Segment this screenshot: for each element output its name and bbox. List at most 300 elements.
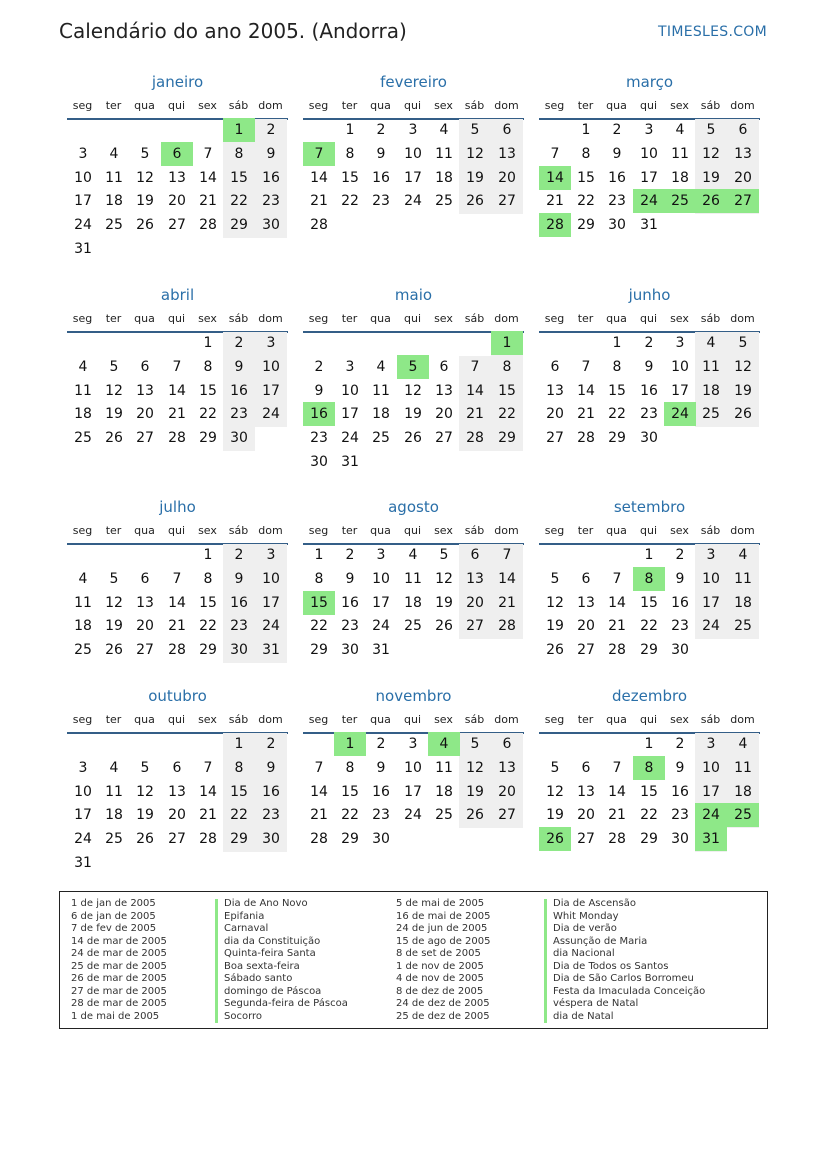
weekday-label: sex [198, 99, 217, 112]
day-cell: 18 [105, 193, 123, 210]
holiday-day-cell: 1 [223, 118, 255, 142]
weekday-label: qui [403, 99, 421, 112]
day-cell: 24 [702, 618, 720, 635]
day-cell: 23 [230, 618, 248, 635]
day-cell: 23 [608, 193, 626, 210]
weekday-label: qua [134, 312, 155, 325]
day-cell: 16 [372, 169, 390, 186]
day-cell: 18 [671, 169, 689, 186]
day-cell: 23 [230, 406, 248, 423]
day-cell: 28 [199, 831, 217, 848]
day-cell: 20 [136, 406, 154, 423]
day-cell: 17 [640, 169, 658, 186]
day-cell: 11 [671, 145, 689, 162]
day-cell: 20 [168, 193, 186, 210]
weekday-label: seg [72, 312, 93, 325]
weekday-label: ter [105, 524, 122, 537]
day-cell: 1 [612, 335, 622, 351]
day-cell: 22 [498, 406, 516, 423]
day-cell: 20 [168, 807, 186, 824]
day-cell: 14 [310, 169, 328, 186]
day-cell: 13 [168, 783, 186, 800]
day-cell: 28 [310, 217, 328, 234]
day-cell: 6 [140, 358, 150, 375]
weekday-label: qui [167, 713, 185, 726]
day-cell: 7 [581, 358, 591, 375]
holiday-day-cell: 1 [491, 331, 523, 355]
weekday-label: sáb [700, 99, 721, 112]
day-cell: 10 [372, 570, 390, 587]
weekday-label: seg [308, 99, 329, 112]
day-cell: 1 [234, 736, 244, 752]
day-cell: 23 [372, 193, 390, 210]
day-cell: 21 [168, 618, 186, 635]
day-cell: 27 [136, 430, 154, 447]
weekday-label: qua [370, 713, 391, 726]
day-cell: 7 [203, 145, 213, 162]
weekday-label: ter [577, 99, 594, 112]
month-name: dezembro [612, 687, 687, 705]
weekday-label: sáb [464, 713, 485, 726]
day-cell: 25 [734, 618, 752, 635]
day-cell: 4 [738, 547, 748, 563]
day-cell: 15 [341, 783, 359, 800]
day-cell: 10 [702, 570, 720, 587]
day-cell: 11 [105, 783, 123, 800]
weekday-label: sex [434, 312, 453, 325]
day-cell: 17 [262, 594, 280, 611]
weekday-label: sáb [228, 99, 249, 112]
day-cell: 9 [234, 358, 244, 375]
day-cell: 26 [105, 642, 123, 659]
day-cell: 15 [608, 382, 626, 399]
day-cell: 4 [78, 358, 88, 375]
weekday-label: qui [167, 524, 185, 537]
day-cell: 20 [498, 169, 516, 186]
weekday-label: qua [606, 524, 627, 537]
weekday-header [67, 521, 288, 545]
holiday-day-cell: 14 [539, 166, 571, 190]
day-cell: 28 [168, 642, 186, 659]
legend-holiday-name: Quinta-feira Santa [224, 948, 316, 959]
holiday-day-cell: 8 [633, 567, 665, 591]
day-cell: 29 [199, 642, 217, 659]
day-cell: 4 [738, 736, 748, 752]
weekday-label: dom [258, 99, 283, 112]
day-cell: 7 [612, 759, 622, 776]
legend-holiday-name: Boa sexta-feira [224, 960, 300, 972]
day-cell: 26 [466, 193, 484, 210]
day-cell: 9 [612, 145, 622, 162]
day-cell: 1 [644, 547, 654, 563]
month-name: março [625, 73, 674, 91]
day-cell: 22 [230, 193, 248, 210]
legend-divider [215, 899, 218, 1023]
day-cell: 9 [644, 358, 654, 375]
legend-holiday-name: véspera de Natal [553, 998, 639, 1009]
weekday-label: dom [258, 524, 283, 537]
weekday-label: qua [370, 312, 391, 325]
day-cell: 19 [136, 807, 154, 824]
day-cell: 29 [640, 642, 658, 659]
day-cell: 30 [671, 642, 689, 659]
day-cell: 14 [310, 783, 328, 800]
day-cell: 3 [78, 145, 88, 162]
day-cell: 22 [577, 193, 595, 210]
weekday-label: sex [670, 713, 689, 726]
day-cell: 31 [372, 642, 390, 659]
day-cell: 10 [671, 358, 689, 375]
legend-holiday-name: Epifania [224, 910, 265, 922]
day-cell: 21 [608, 807, 626, 824]
weekday-label: sáb [464, 99, 485, 112]
day-cell: 9 [266, 145, 276, 162]
legend-holiday-name: Segunda-feira de Páscoa [224, 998, 348, 1009]
weekday-label: ter [341, 99, 358, 112]
legend-date: 27 de mar de 2005 [71, 985, 167, 997]
day-cell: 27 [168, 831, 186, 848]
day-cell: 12 [435, 570, 453, 587]
day-cell: 4 [109, 759, 119, 776]
weekday-label: qua [370, 99, 391, 112]
day-cell: 18 [702, 382, 720, 399]
holiday-day-cell: 8 [633, 756, 665, 780]
day-cell: 21 [608, 618, 626, 635]
day-cell: 14 [577, 382, 595, 399]
legend-holiday-name: dia Nacional [553, 948, 615, 959]
day-cell: 28 [608, 642, 626, 659]
day-cell: 20 [466, 594, 484, 611]
day-cell: 3 [266, 547, 276, 563]
day-cell: 17 [372, 594, 390, 611]
weekday-label: qua [606, 312, 627, 325]
day-cell: 17 [262, 382, 280, 399]
day-cell: 23 [310, 430, 328, 447]
weekday-label: sex [198, 312, 217, 325]
day-cell: 12 [546, 783, 564, 800]
day-cell: 1 [203, 335, 213, 351]
day-cell: 18 [404, 594, 422, 611]
weekday-header [67, 309, 288, 333]
weekday-label: qui [403, 312, 421, 325]
day-cell: 1 [314, 547, 324, 563]
legend-holiday-name: Dia de Todos os Santos [553, 960, 669, 972]
day-cell: 28 [577, 430, 595, 447]
weekday-header [303, 309, 524, 333]
day-cell: 9 [376, 145, 386, 162]
holiday-day-cell: 7 [303, 142, 335, 166]
day-cell: 12 [734, 358, 752, 375]
day-cell: 12 [466, 145, 484, 162]
day-cell: 19 [466, 169, 484, 186]
day-cell: 7 [203, 759, 213, 776]
legend-holiday-name: dia da Constituição [224, 935, 321, 947]
day-cell: 10 [262, 358, 280, 375]
day-cell: 26 [734, 406, 752, 423]
day-cell: 19 [136, 193, 154, 210]
day-cell: 15 [498, 382, 516, 399]
day-cell: 5 [470, 122, 480, 138]
day-cell: 30 [230, 642, 248, 659]
day-cell: 3 [706, 547, 716, 563]
day-cell: 16 [341, 594, 359, 611]
day-cell: 26 [435, 618, 453, 635]
weekday-label: qua [606, 99, 627, 112]
weekday-label: seg [544, 713, 565, 726]
day-cell: 30 [341, 642, 359, 659]
holiday-day-cell: 15 [303, 591, 335, 615]
day-cell: 19 [404, 406, 422, 423]
legend-holiday-name: Sábado santo [224, 973, 293, 984]
weekday-label: qua [134, 524, 155, 537]
day-cell: 2 [314, 358, 324, 375]
legend-divider [544, 899, 547, 1023]
month-name: janeiro [151, 73, 204, 91]
day-cell: 28 [310, 831, 328, 848]
holiday-day-cell: 24 [633, 189, 665, 213]
day-cell: 19 [435, 594, 453, 611]
day-cell: 23 [671, 807, 689, 824]
day-cell: 30 [671, 831, 689, 848]
day-cell: 15 [640, 783, 658, 800]
day-cell: 29 [498, 430, 516, 447]
weekday-label: seg [308, 524, 329, 537]
day-cell: 12 [702, 145, 720, 162]
day-cell: 18 [105, 807, 123, 824]
day-cell: 31 [341, 454, 359, 470]
weekday-label: dom [258, 713, 283, 726]
day-cell: 16 [671, 594, 689, 611]
weekday-label: dom [494, 99, 519, 112]
day-cell: 4 [109, 145, 119, 162]
weekday-label: ter [105, 312, 122, 325]
day-cell: 27 [435, 430, 453, 447]
legend-date: 15 de ago de 2005 [396, 935, 491, 947]
weekday-label: seg [544, 524, 565, 537]
weekday-label: sáb [464, 312, 485, 325]
day-cell: 5 [109, 570, 119, 587]
day-cell: 22 [310, 618, 328, 635]
day-cell: 11 [435, 145, 453, 162]
day-cell: 1 [203, 547, 213, 563]
weekday-label: dom [494, 713, 519, 726]
day-cell: 16 [640, 382, 658, 399]
legend-holiday-name: Dia de Ano Novo [224, 898, 308, 909]
holiday-day-cell: 16 [303, 402, 335, 426]
day-cell: 28 [199, 217, 217, 234]
day-cell: 6 [581, 570, 591, 587]
day-cell: 21 [466, 406, 484, 423]
day-cell: 13 [498, 145, 516, 162]
day-cell: 25 [372, 430, 390, 447]
legend-holiday-name: Socorro [224, 1010, 263, 1022]
weekday-label: qui [639, 312, 657, 325]
day-cell: 25 [105, 831, 123, 848]
day-cell: 2 [612, 122, 622, 138]
day-cell: 8 [314, 570, 324, 587]
weekday-label: qua [134, 713, 155, 726]
day-cell: 3 [408, 736, 418, 752]
day-cell: 5 [140, 145, 150, 162]
day-cell: 13 [435, 382, 453, 399]
day-cell: 25 [74, 642, 92, 659]
day-cell: 24 [372, 618, 390, 635]
weekday-header [539, 96, 760, 120]
day-cell: 29 [199, 430, 217, 447]
day-cell: 31 [74, 241, 92, 257]
weekday-label: qui [639, 99, 657, 112]
day-cell: 26 [404, 430, 422, 447]
legend-holiday-name: Dia de Ascensão [553, 898, 636, 909]
day-cell: 29 [230, 217, 248, 234]
weekday-label: sex [670, 524, 689, 537]
day-cell: 18 [435, 783, 453, 800]
day-cell: 22 [341, 807, 359, 824]
holiday-legend [59, 891, 768, 1029]
day-cell: 15 [199, 382, 217, 399]
day-cell: 3 [78, 759, 88, 776]
day-cell: 8 [345, 145, 355, 162]
day-cell: 12 [546, 594, 564, 611]
day-cell: 21 [310, 807, 328, 824]
day-cell: 29 [608, 430, 626, 447]
day-cell: 22 [341, 193, 359, 210]
legend-holiday-name: Festa da Imaculada Conceição [553, 985, 706, 997]
day-cell: 10 [341, 382, 359, 399]
legend-date: 8 de set de 2005 [396, 948, 481, 959]
day-cell: 14 [168, 594, 186, 611]
weekday-label: ter [341, 312, 358, 325]
day-cell: 3 [408, 122, 418, 138]
day-cell: 27 [498, 193, 516, 210]
day-cell: 17 [74, 193, 92, 210]
day-cell: 20 [546, 406, 564, 423]
month-name: agosto [388, 498, 439, 516]
day-cell: 19 [702, 169, 720, 186]
day-cell: 29 [577, 217, 595, 234]
day-cell: 7 [172, 358, 182, 375]
day-cell: 18 [734, 594, 752, 611]
day-cell: 20 [577, 618, 595, 635]
day-cell: 27 [168, 217, 186, 234]
day-cell: 4 [675, 122, 685, 138]
day-cell: 20 [577, 807, 595, 824]
day-cell: 9 [376, 759, 386, 776]
day-cell: 6 [439, 358, 449, 375]
day-cell: 12 [404, 382, 422, 399]
legend-date: 28 de mar de 2005 [71, 998, 167, 1009]
day-cell: 21 [546, 193, 564, 210]
day-cell: 4 [376, 358, 386, 375]
day-cell: 10 [404, 759, 422, 776]
day-cell: 10 [262, 570, 280, 587]
legend-dates-col-2 [396, 898, 491, 1023]
day-cell: 8 [203, 570, 213, 587]
legend-holiday-name: dia de Natal [553, 1010, 614, 1022]
holiday-day-cell: 4 [428, 732, 460, 756]
day-cell: 20 [734, 169, 752, 186]
day-cell: 8 [612, 358, 622, 375]
day-cell: 14 [608, 783, 626, 800]
day-cell: 17 [702, 594, 720, 611]
day-cell: 25 [435, 807, 453, 824]
day-cell: 6 [502, 736, 512, 752]
day-cell: 14 [466, 382, 484, 399]
day-cell: 27 [466, 618, 484, 635]
day-cell: 16 [671, 783, 689, 800]
day-cell: 15 [341, 169, 359, 186]
holiday-day-cell: 28 [539, 213, 571, 237]
day-cell: 22 [230, 807, 248, 824]
holiday-day-cell: 6 [161, 142, 193, 166]
day-cell: 17 [74, 807, 92, 824]
day-cell: 1 [644, 736, 654, 752]
legend-holiday-name: Dia de verão [553, 923, 617, 934]
day-cell: 29 [640, 831, 658, 848]
legend-holiday-name: Whit Monday [553, 910, 619, 922]
weekday-label: ter [341, 713, 358, 726]
day-cell: 8 [203, 358, 213, 375]
brand-link[interactable]: TIMESLES.COM [658, 24, 767, 40]
day-cell: 27 [577, 831, 595, 848]
day-cell: 28 [168, 430, 186, 447]
day-cell: 2 [644, 335, 654, 351]
day-cell: 30 [640, 430, 658, 447]
day-cell: 27 [136, 642, 154, 659]
day-cell: 18 [74, 406, 92, 423]
day-cell: 13 [546, 382, 564, 399]
legend-date: 5 de mai de 2005 [396, 898, 485, 909]
day-cell: 12 [136, 169, 154, 186]
day-cell: 3 [644, 122, 654, 138]
day-cell: 4 [439, 122, 449, 138]
weekday-label: qui [639, 524, 657, 537]
day-cell: 19 [546, 807, 564, 824]
day-cell: 5 [738, 335, 748, 351]
holiday-day-cell: 25 [727, 803, 759, 827]
day-cell: 22 [199, 618, 217, 635]
weekday-label: seg [72, 524, 93, 537]
day-cell: 4 [408, 547, 418, 563]
day-cell: 20 [498, 783, 516, 800]
legend-holiday-name: Carnaval [224, 923, 269, 934]
weekday-label: qui [403, 713, 421, 726]
day-cell: 19 [546, 618, 564, 635]
weekday-label: qui [167, 312, 185, 325]
day-cell: 30 [310, 454, 328, 470]
day-cell: 10 [74, 169, 92, 186]
day-cell: 8 [234, 759, 244, 776]
weekday-label: sáb [228, 312, 249, 325]
day-cell: 17 [404, 169, 422, 186]
holiday-day-cell: 31 [695, 827, 727, 851]
weekday-label: ter [577, 312, 594, 325]
day-cell: 3 [266, 335, 276, 351]
month-name: fevereiro [380, 73, 447, 91]
weekday-label: seg [308, 312, 329, 325]
holiday-day-cell: 5 [397, 355, 429, 379]
day-cell: 10 [702, 759, 720, 776]
weekday-label: sáb [700, 524, 721, 537]
day-cell: 28 [498, 618, 516, 635]
day-cell: 16 [262, 169, 280, 186]
day-cell: 2 [376, 736, 386, 752]
day-cell: 27 [498, 807, 516, 824]
day-cell: 13 [168, 169, 186, 186]
day-cell: 21 [199, 807, 217, 824]
day-cell: 13 [136, 594, 154, 611]
day-cell: 15 [199, 594, 217, 611]
